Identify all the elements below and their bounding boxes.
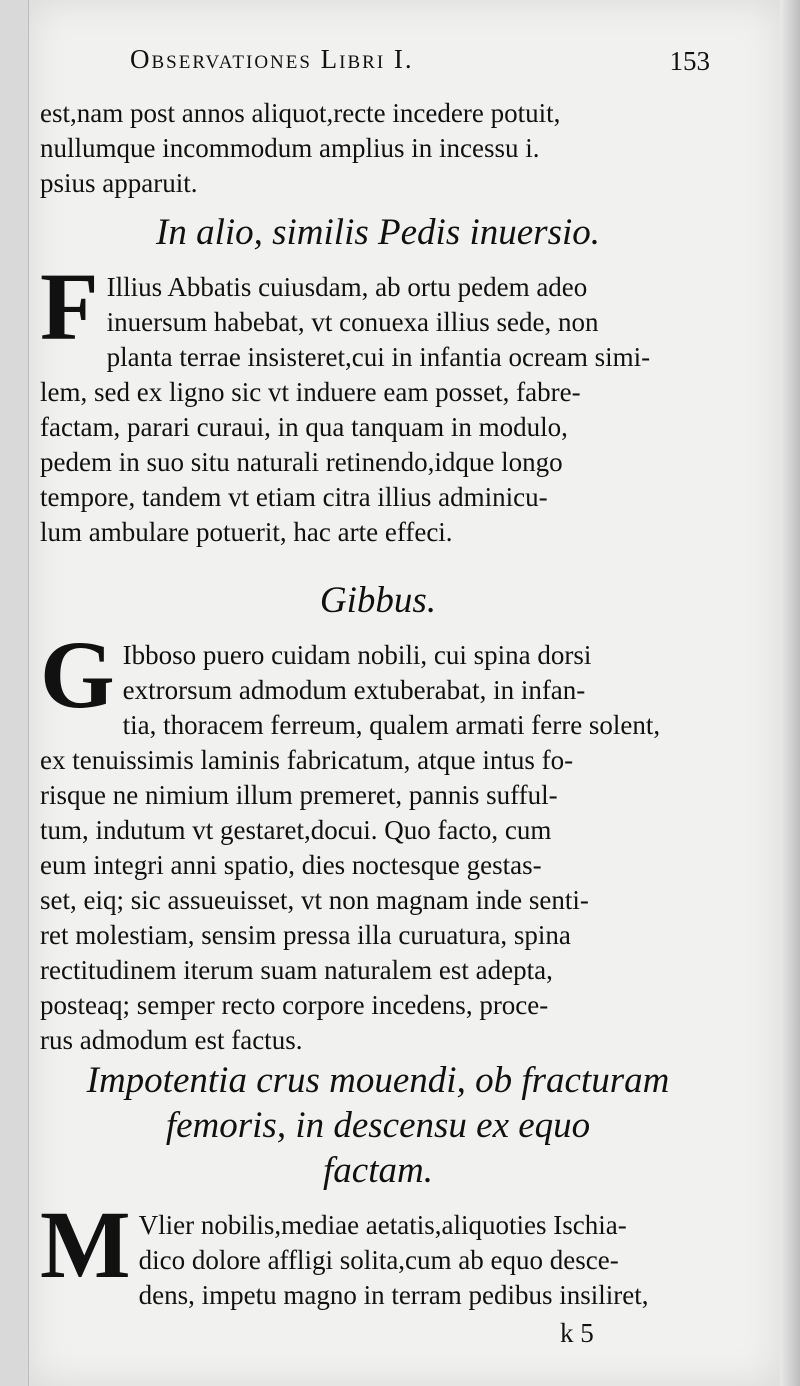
text-line: planta terrae insisteret,cui in infantia ocream simi- — [106, 342, 651, 372]
text-line: posteaq; semper recto corpore incedens, proce- — [40, 990, 549, 1020]
text-line: Ibboso puero cuidam nobili, cui spina dorsi — [122, 640, 592, 670]
section-heading: Gibbus. — [319, 580, 437, 621]
text-line: lem, sed ex ligno sic vt induere eam posset, fabre- — [40, 377, 581, 407]
drop-cap: F — [40, 253, 99, 360]
paragraph-pedis — [40, 253, 716, 550]
text-line: dico dolore affligi solita,cum ab equo desce- — [138, 1245, 619, 1275]
heading-line: factam. — [323, 1150, 433, 1191]
text-line: psius apparuit. — [40, 168, 198, 198]
paragraph-mulier — [40, 1191, 716, 1313]
paragraph-continuation — [40, 96, 716, 201]
section-heading: In alio, similis Pedis inuersio. — [156, 212, 600, 253]
text-line: risque ne nimium illum premeret, pannis sufful- — [40, 780, 558, 810]
text-line: dens, impetu magno in terram pedibus insiliret, — [138, 1280, 649, 1310]
page-number: 153 — [669, 46, 710, 76]
text-line: tum, indutum vt gestaret,docui. Quo facto, cum — [40, 815, 552, 845]
drop-cap: G — [40, 621, 115, 728]
text-line: rectitudinem iterum suam naturalem est adepta, — [40, 955, 553, 985]
paragraph-gibbus — [40, 621, 716, 1058]
text-line: Illius Abbatis cuiusdam, ab ortu pedem adeo — [106, 272, 588, 302]
text-line: lum ambulare potuerit, hac arte effeci. — [40, 517, 453, 547]
text-line: nullumque incommodum amplius in incessu i. — [40, 133, 540, 163]
text-line: inuersum habebat, vt conuexa illius sede, non — [106, 307, 599, 337]
text-line: tia, thoracem ferreum, qualem armati ferre solent, — [122, 710, 661, 740]
text-line: tempore, tandem vt etiam citra illius adminicu- — [40, 482, 548, 512]
text-line: extrorsum admodum extuberabat, in infan- — [122, 675, 586, 705]
text-line: factam, parari curaui, in qua tanquam in modulo, — [40, 412, 568, 442]
heading-line: Impotentia crus mouendi, ob fracturam — [86, 1060, 670, 1101]
page-header — [130, 44, 710, 84]
signature-mark: k 5 — [560, 1318, 594, 1348]
text-line: ex tenuissimis laminis fabricatum, atque intus fo- — [40, 745, 574, 775]
text-line: pedem in suo situ naturali retinendo,idque longo — [40, 447, 563, 477]
section-heading — [40, 1058, 716, 1193]
text-line: Vlier nobilis,mediae aetatis,aliquoties Ischia- — [138, 1210, 627, 1240]
text-line: ret molestiam, sensim pressa illa curuatura, spina — [40, 920, 571, 950]
page-edge — [780, 0, 800, 1386]
text-line: rus admodum est factus. — [40, 1025, 303, 1055]
text-line: set, eiq; sic assueuisset, vt non magnam inde senti- — [40, 885, 589, 915]
heading-line: femoris, in descensu ex equo — [165, 1105, 591, 1146]
running-title: Observationes Libri I. — [130, 44, 414, 74]
text-line: eum integri anni spatio, dies noctesque gestas- — [40, 850, 542, 880]
text-line: est,nam post annos aliquot,recte incedere potuit, — [40, 98, 561, 128]
drop-cap: M — [40, 1191, 131, 1298]
